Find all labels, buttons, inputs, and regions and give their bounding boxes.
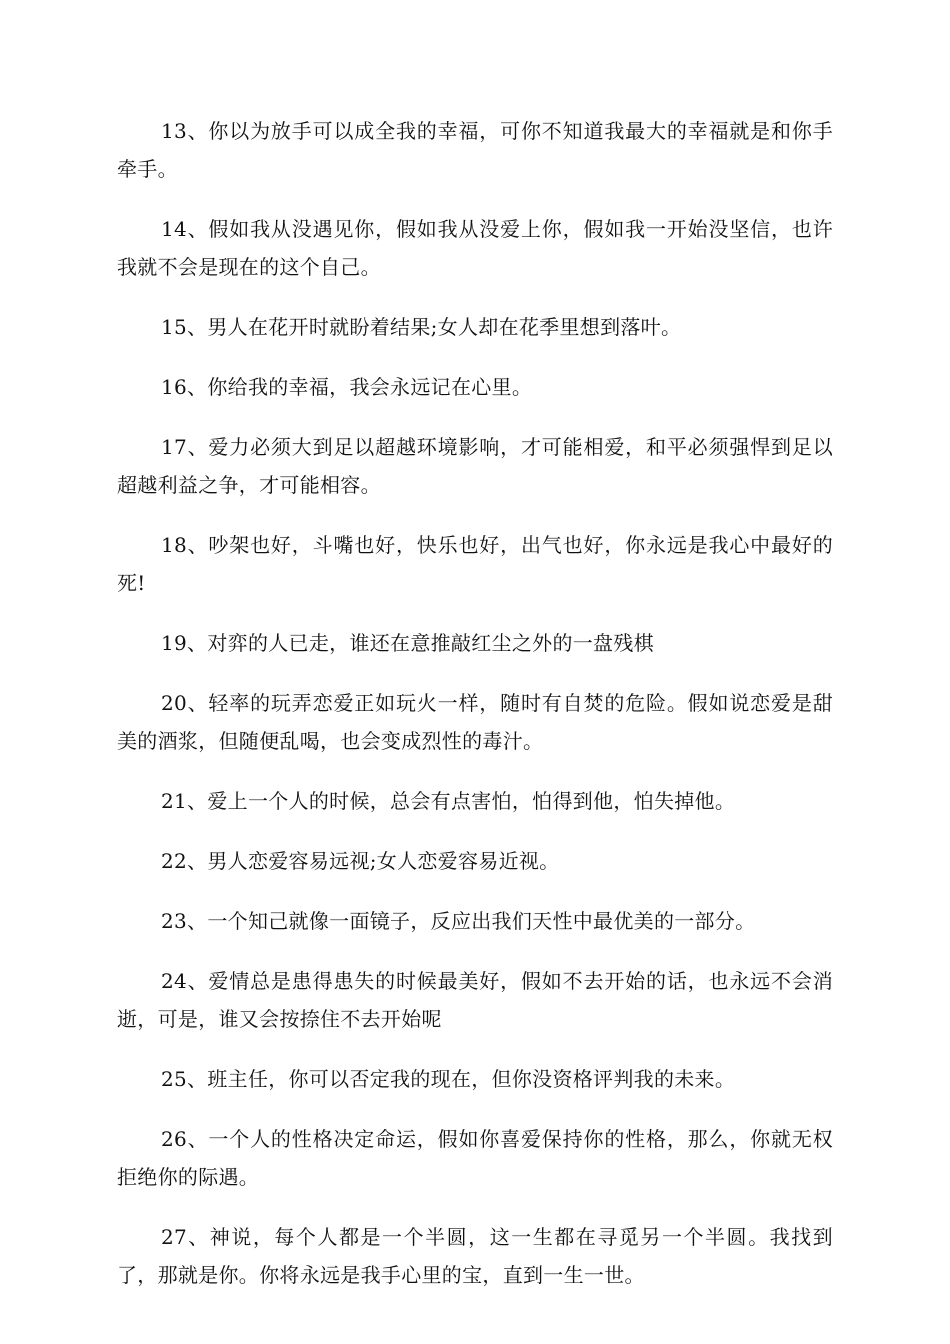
paragraph-24: 24、爱情总是患得患失的时候最美好，假如不去开始的话，也永远不会消逝，可是，谁又会按捺住不去开始呢 <box>117 969 833 1031</box>
paragraph-13: 13、你以为放手可以成全我的幸福，可你不知道我最大的幸福就是和你手牵手。 <box>117 119 833 181</box>
paragraph-22: 22、男人恋爱容易远视;女人恋爱容易近视。 <box>161 849 560 873</box>
paragraph-21: 21、爱上一个人的时候，总会有点害怕，怕得到他，怕失掉他。 <box>161 789 736 813</box>
paragraph-15: 15、男人在花开时就盼着结果;女人却在花季里想到落叶。 <box>161 315 682 339</box>
paragraph-17: 17、爱力必须大到足以超越环境影响，才可能相爱，和平必须强悍到足以超越利益之争，才可能相容。 <box>117 435 833 497</box>
document-body <box>117 112 833 1316</box>
paragraph-18: 18、吵架也好，斗嘴也好，快乐也好，出气也好，你永远是我心中最好的死! <box>117 533 833 595</box>
paragraph-26: 26、一个人的性格决定命运，假如你喜爱保持你的性格，那么，你就无权拒绝你的际遇。 <box>117 1127 833 1189</box>
paragraph-23: 23、一个知己就像一面镜子，反应出我们天性中最优美的一部分。 <box>161 909 756 933</box>
paragraph-19: 19、对弈的人已走，谁还在意推敲红尘之外的一盘残棋 <box>161 631 654 655</box>
paragraph-14: 14、假如我从没遇见你，假如我从没爱上你，假如我一开始没坚信，也许我就不会是现在的这个自己。 <box>117 217 833 279</box>
paragraph-27: 27、神说，每个人都是一个半圆，这一生都在寻觅另一个半圆。我找到了，那就是你。你将永远是我手心里的宝，直到一生一世。 <box>117 1225 833 1287</box>
paragraph-20: 20、轻率的玩弄恋爱正如玩火一样，随时有自焚的危险。假如说恋爱是甜美的酒浆，但随便乱喝，也会变成烈性的毒汁。 <box>117 691 833 753</box>
paragraph-16: 16、你给我的幸福，我会永远记在心里。 <box>161 375 533 399</box>
paragraph-25: 25、班主任，你可以否定我的现在，但你没资格评判我的未来。 <box>161 1067 736 1091</box>
